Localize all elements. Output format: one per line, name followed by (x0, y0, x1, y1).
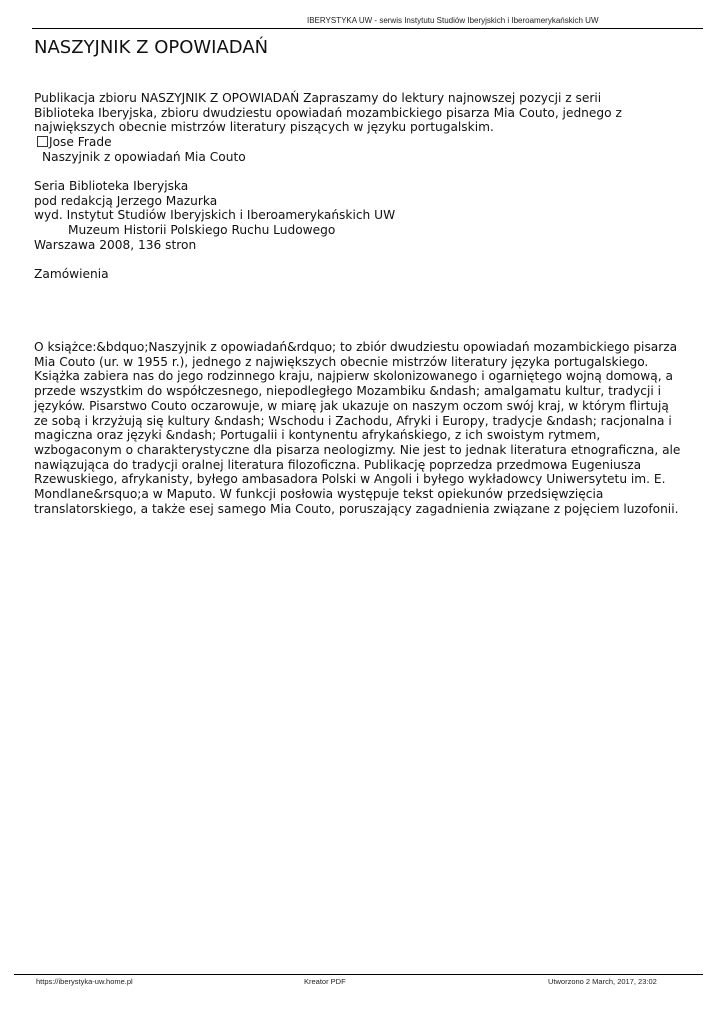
editor-line: pod redakcją Jerzego Mazurka (34, 193, 218, 208)
about-line: translatorskiego, a także esej samego Mia Couto, poruszający zagadnienia związane z pojęciem luzofonii. (34, 501, 679, 516)
footer-url[interactable]: https://iberystyka-uw.home.pl (36, 977, 133, 986)
header-divider (32, 28, 703, 29)
header-site-text: IBERYSTYKA UW - serwis Instytutu Studiów Iberyjskich i Iberoamerykańskich UW (307, 16, 599, 25)
about-line: przede wszystkim do współczesnego, niepodległego Mozambiku &ndash; amalgamatu kultur, tradycji i (34, 384, 662, 399)
about-line: magiczna oraz języki &ndash; Portugalii i kontynentu afrykańskiego, z ich swoistym rytmem, (34, 428, 601, 443)
photo-credit-text: Jose Frade (49, 135, 112, 150)
intro-line: Biblioteka Iberyjska, zbioru dwudziestu opowiadań mozambickiego pisarza Mia Couto, jednego z (34, 105, 622, 120)
image-caption: Naszyjnik z opowiadań Mia Couto (42, 149, 246, 164)
place-date-line: Warszawa 2008, 136 stron (34, 237, 197, 252)
about-line: Mondlane&rsquo;a w Maputo. W funkcji posłowia występuje tekst opiekunów przedsięwzięcia (34, 487, 604, 502)
about-line: Rzewuskiego, afrykanisty, byłego ambasadora Polski w Angoli i byłego wykładowcy Uniwersytetu im. E. (34, 472, 666, 487)
about-line: języków. Pisarstwo Couto oczarowuje, w miarę jak ukazuje on naszym oczom swój kraj, w którym flirtują (34, 398, 669, 413)
order-link[interactable]: Zamówienia (34, 267, 109, 281)
about-line: wzbogaconym o charakterystyczne dla pisarza neologizmy. Nie jest to jednak literatura etnograficzna, ale (34, 442, 681, 457)
footer-generator: Kreator PDF (304, 977, 346, 986)
series-line: Seria Biblioteka Iberyjska (34, 179, 189, 193)
about-line: Książka zabiera nas do jego rodzinnego kraju, najpierw skolonizowanego i ogarniętego wojną domową, a (34, 369, 673, 384)
intro-line: największych obecnie mistrzów literatury piszących w języku portugalskim. (34, 120, 494, 135)
photo-credit (34, 135, 684, 150)
about-line: nawiązująca do tradycji oralnej literatura filozoficzna. Publikację poprzedza przedmowa Eugeniusza (34, 457, 642, 472)
page-title: NASZYJNIK Z OPOWIADAŃ (34, 37, 269, 58)
footer-created-date: Utworzono 2 March, 2017, 23:02 (548, 977, 657, 986)
footer-divider (14, 974, 703, 975)
publication-details (34, 179, 684, 253)
about-line: O książce:&bdquo;Naszyjnik z opowiadań&rdquo; to zbiór dwudziestu opowiadań mozambickiego pisarza (34, 340, 678, 354)
about-line: Mia Couto (ur. w 1955 r.), jednego z największych obecnie mistrzów literatury języka portugalskiego. (34, 354, 649, 369)
about-line: ze sobą i krzyżują się kultury &ndash; Wschodu i Zachodu, Afryki i Europy, tradycje &ndash; racjonalna i (34, 413, 672, 428)
missing-image-icon (37, 136, 48, 147)
publisher-line: wyd. Instytut Studiów Iberyjskich i Iberoamerykańskich UW (34, 208, 396, 223)
order-section (34, 267, 684, 282)
about-book-section (34, 340, 690, 516)
intro-section (34, 91, 684, 165)
intro-line: Publikacja zbioru NASZYJNIK Z OPOWIADAŃ Zapraszamy do lektury najnowszej pozycji z serii (34, 91, 602, 105)
co-publisher-line: Muzeum Historii Polskiego Ruchu Ludowego (68, 223, 336, 238)
